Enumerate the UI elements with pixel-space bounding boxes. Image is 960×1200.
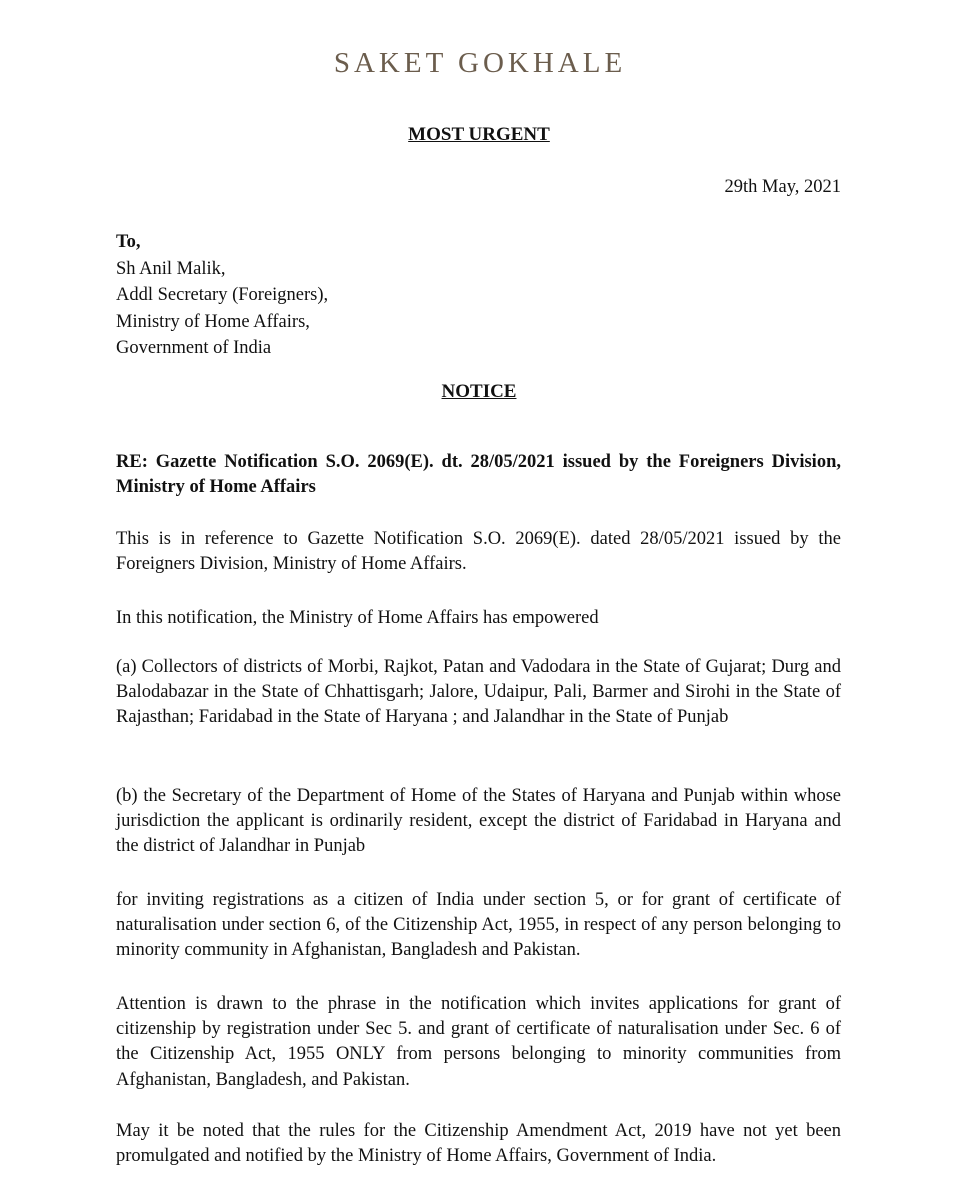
paragraph-clause-b: (b) the Secretary of the Department of Home of the States of Haryana and Punjab within whose jurisdiction the applicant is ordinarily resident, except the district of Faridabad in Haryana and the district of Jalandhar in Punjab: [116, 785, 841, 857]
letterhead: SAKET GOKHALE: [333, 47, 627, 79]
paragraph-empowered: In this notification, the Ministry of Home Affairs has empowered: [116, 607, 599, 628]
paragraph-clause-a: (a) Collectors of districts of Morbi, Rajkot, Patan and Vadodara in the State of Gujarat; Durg and Balodabazar in the State of Chhattisgarh; Jalore, Udaipur, Pali, Barmer and Sirohi in the State of Rajasthan; Faridabad in the State of Haryana ; and Jalandhar in the State of Punjab: [116, 656, 841, 728]
addressee-name: Sh Anil Malik,: [116, 258, 226, 279]
paragraph-attention: Attention is drawn to the phrase in the notification which invites applications for grant of citizenship by registration under Sec 5. and grant of certificate of naturalisation under Sec. 6 of the Citizenship Act, 1955 ONLY from persons belonging to minority communities from Afghanistan, Bangladesh, and Pakistan.: [116, 993, 841, 1090]
addressee-government: Government of India: [116, 338, 272, 358]
notice-title: NOTICE: [441, 381, 517, 402]
addressee-designation: Addl Secretary (Foreigners),: [116, 285, 329, 305]
addressee-block: [116, 229, 328, 362]
salutation-to: To,: [116, 232, 141, 252]
subject-line: RE: Gazette Notification S.O. 2069(E). dt. 28/05/2021 issued by the Foreigners Division, Ministry of Home Affairs: [116, 451, 841, 497]
addressee-ministry: Ministry of Home Affairs,: [116, 311, 310, 332]
paragraph-purpose: for inviting registrations as a citizen of India under section 5, or for grant of certificate of naturalisation under section 6, of the Citizenship Act, 1955, in respect of any person belonging to minority community in Afghanistan, Bangladesh and Pakistan.: [116, 889, 841, 961]
letter-date: 29th May, 2021: [724, 177, 841, 197]
urgency-heading: MOST URGENT: [408, 124, 550, 145]
paragraph-reference: This is in reference to Gazette Notification S.O. 2069(E). dated 28/05/2021 issued by the Foreigners Division, Ministry of Home Affairs.: [116, 528, 841, 574]
paragraph-caa-rules: May it be noted that the rules for the Citizenship Amendment Act, 2019 have not yet been promulgated and notified by the Ministry of Home Affairs, Government of India.: [116, 1120, 841, 1166]
